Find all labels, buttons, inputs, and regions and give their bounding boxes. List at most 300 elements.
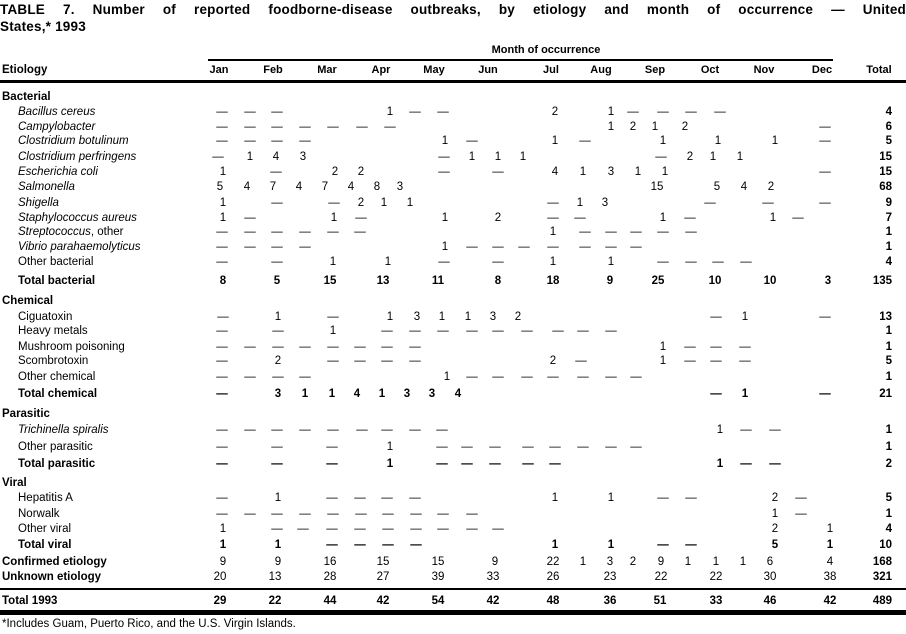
table-row xyxy=(0,538,906,552)
cell-value: 2 xyxy=(494,212,502,224)
cell-dash: — xyxy=(216,135,228,147)
cell-value: 1 xyxy=(736,151,744,163)
cell-value: 9 xyxy=(606,275,614,287)
table-row xyxy=(0,165,906,179)
row-total: 4 xyxy=(885,523,892,535)
cell-dash: — xyxy=(244,135,256,147)
row-label: Total viral xyxy=(18,539,72,551)
cell-value: 10 xyxy=(708,275,722,287)
row-label: Bacterial xyxy=(2,91,51,103)
table-row xyxy=(0,457,906,471)
row-label: Parasitic xyxy=(2,408,50,420)
row-total: 7 xyxy=(885,212,892,224)
cell-dash: — xyxy=(216,508,228,520)
cell-dash: — xyxy=(244,424,256,436)
table-row xyxy=(0,340,906,354)
row-total: 1 xyxy=(885,508,892,520)
cell-value: 2 xyxy=(629,556,637,568)
cell-dash: — xyxy=(382,523,394,535)
cell-dash: — xyxy=(327,311,339,323)
cell-dash: — xyxy=(521,371,533,383)
cell-value: 3 xyxy=(601,197,609,209)
cell-dash: — xyxy=(577,371,589,383)
cell-dash: — xyxy=(605,371,617,383)
cell-dash: — xyxy=(685,256,697,268)
cell-dash: — xyxy=(630,226,642,238)
cell-dash: — xyxy=(577,441,589,453)
cell-value: 2 xyxy=(549,355,557,367)
cell-dash: — xyxy=(299,241,311,253)
cell-value: 1 xyxy=(576,197,584,209)
cell-dash: — xyxy=(410,508,422,520)
cell-value: 1 xyxy=(301,388,309,400)
table-row xyxy=(0,387,906,401)
cell-value: 1 xyxy=(328,388,336,400)
cell-value: 1 xyxy=(519,151,527,163)
cell-value: 48 xyxy=(546,595,560,607)
cell-value: 4 xyxy=(295,181,303,193)
cell-value: 1 xyxy=(386,106,394,118)
cell-value: 1 xyxy=(274,539,282,551)
cell-dash: — xyxy=(244,241,256,253)
row-total: 1 xyxy=(885,424,892,436)
cell-value: 1 xyxy=(659,341,667,353)
cell-dash: — xyxy=(657,106,669,118)
row-label: Other bacterial xyxy=(18,256,94,268)
cell-dash: — xyxy=(327,424,339,436)
cell-value: 1 xyxy=(771,135,779,147)
cell-dash: — xyxy=(437,508,449,520)
cell-value: 1 xyxy=(330,212,338,224)
cell-value: 2 xyxy=(357,197,365,209)
cell-value: 1 xyxy=(441,212,449,224)
cell-value: 1 xyxy=(551,135,559,147)
cell-value: 1 xyxy=(274,492,282,504)
cell-dash: — xyxy=(410,539,422,551)
cell-value: 33 xyxy=(486,571,500,583)
cell-dash: — xyxy=(216,371,228,383)
cell-value: 4 xyxy=(243,181,251,193)
cell-dash: — xyxy=(271,197,283,209)
cell-dash: — xyxy=(466,241,478,253)
row-total: 15 xyxy=(879,151,892,163)
cell-value: 13 xyxy=(268,571,282,583)
cell-dash: — xyxy=(271,424,283,436)
cell-value: 1 xyxy=(659,212,667,224)
cell-dash: — xyxy=(244,341,256,353)
cell-dash: — xyxy=(271,106,283,118)
cell-dash: — xyxy=(577,325,589,337)
row-label: Ciguatoxin xyxy=(18,311,73,323)
cell-dash: — xyxy=(605,325,617,337)
cell-value: 3 xyxy=(413,311,421,323)
cell-dash: — xyxy=(547,241,559,253)
cell-value: 42 xyxy=(823,595,837,607)
cell-value: 1 xyxy=(384,256,392,268)
cell-dash: — xyxy=(216,492,228,504)
cell-value: 3 xyxy=(824,275,832,287)
row-total: 4 xyxy=(885,256,892,268)
cell-value: 1 xyxy=(246,151,254,163)
cell-dash: — xyxy=(354,341,366,353)
cell-value: 9 xyxy=(491,556,499,568)
month-span-label: Month of occurrence xyxy=(491,44,601,56)
cell-dash: — xyxy=(216,241,228,253)
cell-value: 1 xyxy=(274,311,282,323)
cell-value: 3 xyxy=(403,388,411,400)
table-row xyxy=(0,440,906,454)
cell-value: 1 xyxy=(659,135,667,147)
cell-dash: — xyxy=(492,241,504,253)
cell-dash: — xyxy=(436,458,448,470)
row-total: 1 xyxy=(885,341,892,353)
cell-value: 27 xyxy=(376,571,390,583)
column-header-month: Jul xyxy=(543,64,559,76)
cell-dash: — xyxy=(792,212,804,224)
cell-value: 1 xyxy=(443,371,451,383)
cell-dash: — xyxy=(328,197,340,209)
table-row xyxy=(0,255,906,269)
cell-dash: — xyxy=(327,508,339,520)
cell-dash: — xyxy=(297,523,309,535)
cell-dash: — xyxy=(547,197,559,209)
cell-dash: — xyxy=(710,341,722,353)
cell-value: 1 xyxy=(549,256,557,268)
row-label: Trichinella spiralis xyxy=(18,424,109,436)
cell-value: 42 xyxy=(486,595,500,607)
cell-value: 2 xyxy=(274,355,282,367)
cell-dash: — xyxy=(492,256,504,268)
cell-value: 1 xyxy=(826,539,834,551)
cell-dash: — xyxy=(216,325,228,337)
column-header-month: Aug xyxy=(590,64,612,76)
column-header-month: Feb xyxy=(263,64,283,76)
table-row xyxy=(0,324,906,338)
cell-dash: — xyxy=(271,256,283,268)
cell-dash: — xyxy=(579,226,591,238)
cell-dash: — xyxy=(739,355,751,367)
cell-value: 1 xyxy=(378,388,386,400)
cell-dash: — xyxy=(819,311,831,323)
cell-value: 46 xyxy=(763,595,777,607)
row-label-suffix: , other xyxy=(90,226,124,238)
pre-total-rule xyxy=(0,588,906,590)
cell-value: 4 xyxy=(347,181,355,193)
cell-dash: — xyxy=(489,441,501,453)
cell-dash: — xyxy=(547,212,559,224)
row-label: Total bacterial xyxy=(18,275,96,287)
cell-value: 1 xyxy=(406,197,414,209)
cell-dash: — xyxy=(574,212,586,224)
table-row xyxy=(0,240,906,254)
cell-value: 44 xyxy=(323,595,337,607)
cell-dash: — xyxy=(212,151,224,163)
row-label: Heavy metals xyxy=(18,325,88,337)
cell-dash: — xyxy=(299,424,311,436)
cell-dash: — xyxy=(605,241,617,253)
cell-dash: — xyxy=(216,341,228,353)
cell-dash: — xyxy=(244,371,256,383)
cell-dash: — xyxy=(299,341,311,353)
cell-dash: — xyxy=(381,325,393,337)
cell-dash: — xyxy=(819,197,831,209)
cell-value: 23 xyxy=(603,571,617,583)
column-header-total: Total xyxy=(866,64,892,76)
row-label: Clostridium perfringens xyxy=(18,151,137,163)
cell-dash: — xyxy=(579,135,591,147)
row-total: 135 xyxy=(872,275,892,287)
cell-value: 1 xyxy=(551,492,559,504)
cell-value: 1 xyxy=(741,388,749,400)
cell-dash: — xyxy=(819,121,831,133)
cell-value: 1 xyxy=(739,556,747,568)
column-header-month: Jun xyxy=(478,64,498,76)
cell-dash: — xyxy=(299,135,311,147)
column-header-month: Apr xyxy=(371,64,391,76)
cell-value: 5 xyxy=(273,275,281,287)
row-total: 5 xyxy=(885,492,892,504)
cell-value: 1 xyxy=(219,539,227,551)
table-row xyxy=(0,522,906,536)
row-total: 1 xyxy=(885,241,892,253)
cell-value: 2 xyxy=(681,121,689,133)
row-label: Clostridium botulinum xyxy=(18,135,129,147)
table-row xyxy=(0,423,906,437)
cell-dash: — xyxy=(299,508,311,520)
cell-dash: — xyxy=(244,121,256,133)
cell-value: 1 xyxy=(716,458,724,470)
cell-value: 1 xyxy=(386,311,394,323)
cell-value: 2 xyxy=(331,166,339,178)
cell-dash: — xyxy=(217,311,229,323)
row-label: Campylobacter xyxy=(18,121,96,133)
cell-value: 4 xyxy=(826,556,834,568)
cell-dash: — xyxy=(466,508,478,520)
cell-dash: — xyxy=(630,371,642,383)
cell-value: 30 xyxy=(763,571,777,583)
row-label: Mushroom poisoning xyxy=(18,341,125,353)
table-row xyxy=(0,491,906,505)
cell-value: 15 xyxy=(650,181,664,193)
cell-value: 42 xyxy=(376,595,390,607)
cell-dash: — xyxy=(684,212,696,224)
cell-value: 28 xyxy=(323,571,337,583)
cell-value: 1 xyxy=(494,151,502,163)
row-label: Other chemical xyxy=(18,371,96,383)
cell-value: 1 xyxy=(659,355,667,367)
column-header-month: Oct xyxy=(700,64,720,76)
cell-dash: — xyxy=(795,492,807,504)
row-total: 168 xyxy=(872,556,892,568)
cell-value: 1 xyxy=(219,212,227,224)
table-row xyxy=(0,225,906,239)
cell-value: 1 xyxy=(219,197,227,209)
cell-dash: — xyxy=(354,523,366,535)
cell-dash: — xyxy=(271,226,283,238)
row-label: Unknown etiology xyxy=(2,571,102,583)
cell-dash: — xyxy=(657,539,669,551)
cell-dash: — xyxy=(714,106,726,118)
cell-dash: — xyxy=(547,371,559,383)
cell-dash: — xyxy=(685,106,697,118)
cell-dash: — xyxy=(326,458,338,470)
cell-value: 2 xyxy=(767,181,775,193)
cell-dash: — xyxy=(437,325,449,337)
cell-value: 1 xyxy=(329,256,337,268)
cell-value: 33 xyxy=(709,595,723,607)
cell-value: 8 xyxy=(373,181,381,193)
cell-value: 9 xyxy=(219,556,227,568)
cell-value: 26 xyxy=(546,571,560,583)
row-total: 6 xyxy=(885,121,892,133)
cell-value: 4 xyxy=(272,151,280,163)
cell-value: 3 xyxy=(606,556,614,568)
cell-dash: — xyxy=(437,106,449,118)
cell-dash: — xyxy=(712,256,724,268)
row-total: 489 xyxy=(872,595,892,607)
row-total: 2 xyxy=(885,458,892,470)
cell-dash: — xyxy=(216,355,228,367)
row-label: Total parasitic xyxy=(18,458,96,470)
cell-dash: — xyxy=(740,424,752,436)
cell-value: 1 xyxy=(651,121,659,133)
cell-dash: — xyxy=(549,458,561,470)
table-row xyxy=(0,354,906,368)
row-total: 10 xyxy=(879,539,892,551)
cell-value: 22 xyxy=(654,571,668,583)
cell-dash: — xyxy=(355,212,367,224)
header-rule xyxy=(0,80,906,83)
row-total: 321 xyxy=(872,571,892,583)
cell-value: 1 xyxy=(579,166,587,178)
cell-value: 15 xyxy=(323,275,337,287)
cell-value: 18 xyxy=(546,275,560,287)
table-row xyxy=(0,294,906,308)
cell-value: 1 xyxy=(219,523,227,535)
row-label: Salmonella xyxy=(18,181,75,193)
cell-dash: — xyxy=(655,151,667,163)
row-label: Total chemical xyxy=(18,388,98,400)
table-row xyxy=(0,507,906,521)
cell-dash: — xyxy=(579,241,591,253)
cell-value: 1 xyxy=(386,458,394,470)
cell-dash: — xyxy=(769,424,781,436)
cell-value: 1 xyxy=(468,151,476,163)
cell-value: 2 xyxy=(686,151,694,163)
cell-dash: — xyxy=(466,325,478,337)
cell-dash: — xyxy=(244,508,256,520)
column-header-month: May xyxy=(423,64,445,76)
row-label: Other viral xyxy=(18,523,72,535)
cell-dash: — xyxy=(710,311,722,323)
table-row xyxy=(0,105,906,119)
cell-value: 36 xyxy=(603,595,617,607)
cell-dash: — xyxy=(657,226,669,238)
cell-dash: — xyxy=(685,492,697,504)
cell-dash: — xyxy=(272,325,284,337)
row-total: 68 xyxy=(879,181,892,193)
row-label: Vibrio parahaemolyticus xyxy=(18,241,141,253)
cell-value: 4 xyxy=(353,388,361,400)
cell-dash: — xyxy=(271,241,283,253)
cell-value: 1 xyxy=(712,556,720,568)
cell-dash: — xyxy=(410,523,422,535)
cell-dash: — xyxy=(356,424,368,436)
cell-dash: — xyxy=(384,121,396,133)
cell-dash: — xyxy=(354,492,366,504)
cell-dash: — xyxy=(381,355,393,367)
table-row xyxy=(0,594,906,608)
row-label: Scombrotoxin xyxy=(18,355,89,367)
row-total: 15 xyxy=(879,166,892,178)
cell-value: 1 xyxy=(709,151,717,163)
cell-value: 1 xyxy=(607,121,615,133)
row-label: Norwalk xyxy=(18,508,60,520)
cell-dash: — xyxy=(216,424,228,436)
cell-dash: — xyxy=(518,241,530,253)
cell-dash: — xyxy=(627,106,639,118)
cell-dash: — xyxy=(575,355,587,367)
cell-dash: — xyxy=(819,135,831,147)
cell-dash: — xyxy=(630,241,642,253)
row-label: Confirmed etiology xyxy=(2,556,107,568)
table-row xyxy=(0,274,906,288)
cell-value: 39 xyxy=(431,571,445,583)
table-row xyxy=(0,196,906,210)
cell-value: 5 xyxy=(771,539,779,551)
cell-value: 1 xyxy=(329,325,337,337)
cell-value: 1 xyxy=(716,424,724,436)
row-label: Chemical xyxy=(2,295,54,307)
cell-dash: — xyxy=(605,226,617,238)
cell-dash: — xyxy=(762,197,774,209)
cell-dash: — xyxy=(327,226,339,238)
cell-value: 2 xyxy=(551,106,559,118)
cell-value: 1 xyxy=(438,311,446,323)
cell-dash: — xyxy=(461,458,473,470)
cell-dash: — xyxy=(521,325,533,337)
cell-value: 1 xyxy=(607,256,615,268)
cell-dash: — xyxy=(354,226,366,238)
cell-dash: — xyxy=(356,121,368,133)
row-total: 4 xyxy=(885,106,892,118)
cell-value: 6 xyxy=(766,556,774,568)
cell-dash: — xyxy=(326,539,338,551)
cell-dash: — xyxy=(271,135,283,147)
cell-dash: — xyxy=(299,371,311,383)
cell-value: 54 xyxy=(431,595,445,607)
row-label: Streptococcus, other xyxy=(18,226,124,238)
cell-value: 1 xyxy=(771,508,779,520)
cell-dash: — xyxy=(740,458,752,470)
cell-value: 1 xyxy=(464,311,472,323)
cell-dash: — xyxy=(272,371,284,383)
cell-dash: — xyxy=(466,523,478,535)
cell-dash: — xyxy=(769,458,781,470)
cell-value: 4 xyxy=(454,388,462,400)
cell-dash: — xyxy=(299,121,311,133)
cell-value: 1 xyxy=(826,523,834,535)
months-underline-rule xyxy=(208,59,833,61)
cell-value: 22 xyxy=(268,595,282,607)
cell-value: 1 xyxy=(769,212,777,224)
footnote: *Includes Guam, Puerto Rico, and the U.S. Virgin Islands. xyxy=(2,618,296,630)
cell-value: 29 xyxy=(213,595,227,607)
cell-dash: — xyxy=(271,441,283,453)
cell-dash: — xyxy=(461,441,473,453)
cell-value: 10 xyxy=(763,275,777,287)
table-row xyxy=(0,555,906,569)
